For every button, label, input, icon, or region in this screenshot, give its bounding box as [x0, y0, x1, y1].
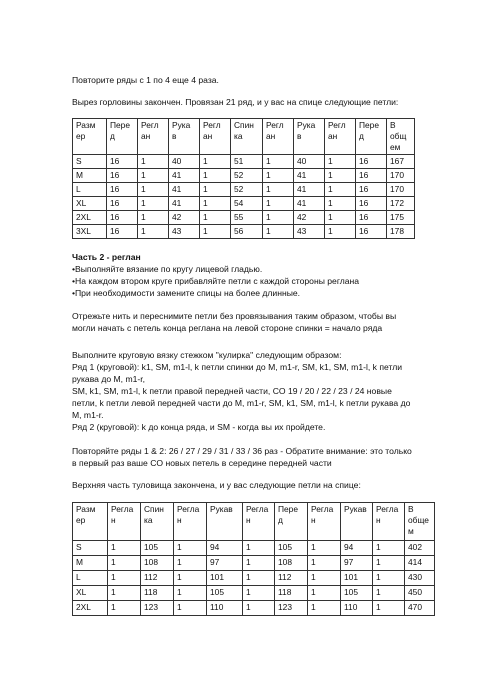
- table-row: [73, 211, 415, 225]
- table-cell: 1: [325, 155, 356, 169]
- table-cell: 97: [341, 556, 373, 571]
- table-cell: 1: [325, 183, 356, 197]
- table-header-cell: Разм ер: [73, 503, 108, 541]
- table-cell: 118: [141, 586, 174, 601]
- table-cell: 402: [405, 541, 435, 556]
- table-cell: 1: [373, 586, 405, 601]
- table-cell: 1: [200, 169, 231, 183]
- table-cell: 1: [108, 541, 141, 556]
- table-cell: 1: [243, 541, 275, 556]
- table-cell: 175: [387, 211, 415, 225]
- table-cell: 110: [207, 601, 243, 616]
- table-cell: 16: [356, 225, 387, 239]
- table-cell: 1: [308, 541, 341, 556]
- stitch-table-body: [72, 502, 435, 616]
- table-cell: 41: [169, 169, 200, 183]
- table-cell: 430: [405, 571, 435, 586]
- table-cell: 110: [341, 601, 373, 616]
- table-cell: 16: [107, 155, 138, 169]
- table-cell: 1: [243, 571, 275, 586]
- table-cell: 1: [138, 169, 169, 183]
- table-cell: 2XL: [73, 211, 107, 225]
- table-cell: S: [73, 541, 108, 556]
- table-cell: 105: [141, 541, 174, 556]
- table-cell: L: [73, 571, 108, 586]
- part2-bullet: •На каждом втором круге прибавляйте петли с каждой стороны реглана: [72, 276, 360, 286]
- table-cell: 1: [373, 601, 405, 616]
- table-cell: 55: [231, 211, 263, 225]
- table-header-cell: Регл ан: [263, 119, 294, 155]
- table-cell: 1: [138, 225, 169, 239]
- table-cell: 41: [169, 197, 200, 211]
- table-row: [73, 586, 435, 601]
- table-row: [73, 556, 435, 571]
- table-cell: 16: [356, 211, 387, 225]
- table-cell: 1: [263, 169, 294, 183]
- table-header-cell: Спин ка: [141, 503, 174, 541]
- table-cell: 1: [174, 571, 207, 586]
- table-cell: 16: [356, 183, 387, 197]
- table-cell: 3XL: [73, 225, 107, 239]
- table-cell: 1: [373, 571, 405, 586]
- table-cell: 1: [263, 225, 294, 239]
- table-cell: 1: [243, 586, 275, 601]
- table-header-cell: В обще м: [405, 503, 435, 541]
- table-cell: 172: [387, 197, 415, 211]
- table-cell: 1: [263, 183, 294, 197]
- instructions-row1-cont: SM, k1, SM, m1-l, k петли правой передней части, CO 19 / 20 / 22 / 23 / 24 новые петли, k петли левой передней части до M, m1-r, SM, k1, SM, m1-l, k петли рукава до M, m1-r.: [72, 386, 411, 420]
- table-row: [73, 155, 415, 169]
- table-header-cell: Спин ка: [231, 119, 263, 155]
- table-cell: 40: [294, 155, 325, 169]
- table-cell: 16: [107, 225, 138, 239]
- table-cell: 52: [231, 183, 263, 197]
- table-cell: 52: [231, 169, 263, 183]
- table-header-cell: Регла н: [373, 503, 405, 541]
- table-cell: 16: [107, 183, 138, 197]
- table-cell: 1: [200, 225, 231, 239]
- table-cell: 170: [387, 169, 415, 183]
- table-header-cell: Рука в: [294, 119, 325, 155]
- table-cell: 1: [325, 225, 356, 239]
- table-cell: 1: [108, 601, 141, 616]
- table-header-cell: Разм ер: [73, 119, 107, 155]
- table-cell: 1: [108, 586, 141, 601]
- table-cell: 56: [231, 225, 263, 239]
- table-header-cell: Пере д: [275, 503, 308, 541]
- table-cell: 1: [243, 601, 275, 616]
- table-cell: 1: [174, 541, 207, 556]
- repeat-text: Повторяйте ряды 1 & 2: 26 / 27 / 29 / 31 / 33 / 36 раз - Обратите внимание: это только в первый раз ваше CO новых петель в середине передней части: [72, 446, 412, 468]
- table-cell: 42: [169, 211, 200, 225]
- table-cell: 123: [275, 601, 308, 616]
- table-cell: 16: [356, 155, 387, 169]
- table-cell: 41: [294, 169, 325, 183]
- table-cell: 16: [107, 197, 138, 211]
- table-cell: 1: [200, 211, 231, 225]
- table-cell: 1: [263, 197, 294, 211]
- table-cell: 94: [207, 541, 243, 556]
- table-cell: 1: [174, 586, 207, 601]
- table-row: [73, 541, 435, 556]
- table-cell: 16: [356, 169, 387, 183]
- table-cell: 97: [207, 556, 243, 571]
- table-header-cell: Пере д: [107, 119, 138, 155]
- table-cell: 1: [138, 211, 169, 225]
- table-header-cell: Регла н: [108, 503, 141, 541]
- table-cell: 1: [200, 155, 231, 169]
- table-cell: 1: [108, 556, 141, 571]
- table-cell: 43: [169, 225, 200, 239]
- table-cell: 112: [141, 571, 174, 586]
- instructions-row1: Ряд 1 (круговой): k1, SM, m1-l, k петли спинки до M, m1-r, SM, k1, SM, m1-l, k петли рукава до M, m1-r,: [72, 362, 403, 384]
- table-header-cell: Регла н: [174, 503, 207, 541]
- part2-bullet: •При необходимости замените спицы на более длинные.: [72, 288, 301, 298]
- table-cell: 43: [294, 225, 325, 239]
- table-cell: 42: [294, 211, 325, 225]
- table-cell: 16: [356, 197, 387, 211]
- table-cell: 16: [107, 211, 138, 225]
- table-cell: 108: [275, 556, 308, 571]
- table-cell: 41: [169, 183, 200, 197]
- table-cell: L: [73, 183, 107, 197]
- table-cell: 1: [138, 155, 169, 169]
- table-cell: 41: [294, 183, 325, 197]
- table-cell: 2XL: [73, 601, 108, 616]
- table-cell: 112: [275, 571, 308, 586]
- table-cell: XL: [73, 586, 108, 601]
- table-cell: 108: [141, 556, 174, 571]
- table-header-cell: Рукав: [341, 503, 373, 541]
- table-header-cell: Регл ан: [325, 119, 356, 155]
- table-cell: M: [73, 556, 108, 571]
- neckline-text: Вырез горловины закончен. Провязан 21 ряд, и у вас на спице следующие петли:: [72, 97, 399, 107]
- table-cell: 1: [373, 556, 405, 571]
- table-header-cell: Регл ан: [138, 119, 169, 155]
- table-cell: 1: [174, 556, 207, 571]
- table-cell: 51: [231, 155, 263, 169]
- table-cell: 1: [325, 169, 356, 183]
- table-cell: 1: [263, 211, 294, 225]
- table-row: [73, 197, 415, 211]
- table-cell: 1: [263, 155, 294, 169]
- part2-bullet: •Выполняйте вязание по кругу лицевой гладью.: [72, 264, 263, 274]
- table-header-row: [73, 119, 415, 155]
- table-header-cell: Рукав: [207, 503, 243, 541]
- table-cell: 41: [294, 197, 325, 211]
- stitch-table-neckline: [72, 118, 415, 239]
- table-cell: 1: [308, 556, 341, 571]
- table-cell: 118: [275, 586, 308, 601]
- table-cell: 450: [405, 586, 435, 601]
- table-cell: 1: [138, 197, 169, 211]
- table-cell: 1: [108, 571, 141, 586]
- table-cell: 40: [169, 155, 200, 169]
- table-cell: 1: [373, 541, 405, 556]
- table-cell: 170: [387, 183, 415, 197]
- table-cell: 1: [243, 556, 275, 571]
- table-row: [73, 183, 415, 197]
- table-header-cell: Регла н: [243, 503, 275, 541]
- table-cell: 167: [387, 155, 415, 169]
- table-cell: 1: [308, 571, 341, 586]
- table-header-cell: Регл ан: [200, 119, 231, 155]
- table-header-cell: Рука в: [169, 119, 200, 155]
- table-header-cell: В общ ем: [387, 119, 415, 155]
- table-cell: 414: [405, 556, 435, 571]
- table-cell: 54: [231, 197, 263, 211]
- cut-yarn-text: Отрежьте нить и переснимите петли без провязывания таким образом, чтобы вы могли начать с петель конца реглана на левой стороне спинки = начало ряда: [72, 311, 397, 333]
- table-header-cell: Регла н: [308, 503, 341, 541]
- table-cell: 178: [387, 225, 415, 239]
- table-header-cell: Пере д: [356, 119, 387, 155]
- table-header-row: [73, 503, 435, 541]
- part2-title: Часть 2 - реглан: [72, 252, 141, 262]
- table-cell: 1: [200, 183, 231, 197]
- instructions-row2: Ряд 2 (круговой): k до конца ряда, и SM - когда вы их пройдете.: [72, 422, 326, 432]
- table-cell: 94: [341, 541, 373, 556]
- table-cell: 1: [200, 197, 231, 211]
- table-cell: 1: [174, 601, 207, 616]
- table-cell: 1: [325, 197, 356, 211]
- table-cell: 101: [207, 571, 243, 586]
- table-row: [73, 601, 435, 616]
- table-cell: S: [73, 155, 107, 169]
- table-cell: 101: [341, 571, 373, 586]
- table-cell: 1: [308, 586, 341, 601]
- instructions-intro: Выполните круговую вязку стежком "кулирка" следующим образом:: [72, 350, 342, 360]
- table-cell: 105: [341, 586, 373, 601]
- intro-text: Повторите ряды с 1 по 4 еще 4 раза.: [72, 75, 219, 85]
- table-cell: 1: [325, 211, 356, 225]
- table-cell: 1: [138, 183, 169, 197]
- table-cell: 105: [275, 541, 308, 556]
- table-cell: 105: [207, 586, 243, 601]
- table-row: [73, 169, 415, 183]
- table-cell: 1: [308, 601, 341, 616]
- table-cell: 123: [141, 601, 174, 616]
- table-cell: 16: [107, 169, 138, 183]
- table-row: [73, 225, 415, 239]
- table-row: [73, 571, 435, 586]
- table-cell: M: [73, 169, 107, 183]
- table-cell: 470: [405, 601, 435, 616]
- table-cell: XL: [73, 197, 107, 211]
- body-done-text: Верхняя часть туловища закончена, и у вас следующие петли на спице:: [72, 480, 361, 490]
